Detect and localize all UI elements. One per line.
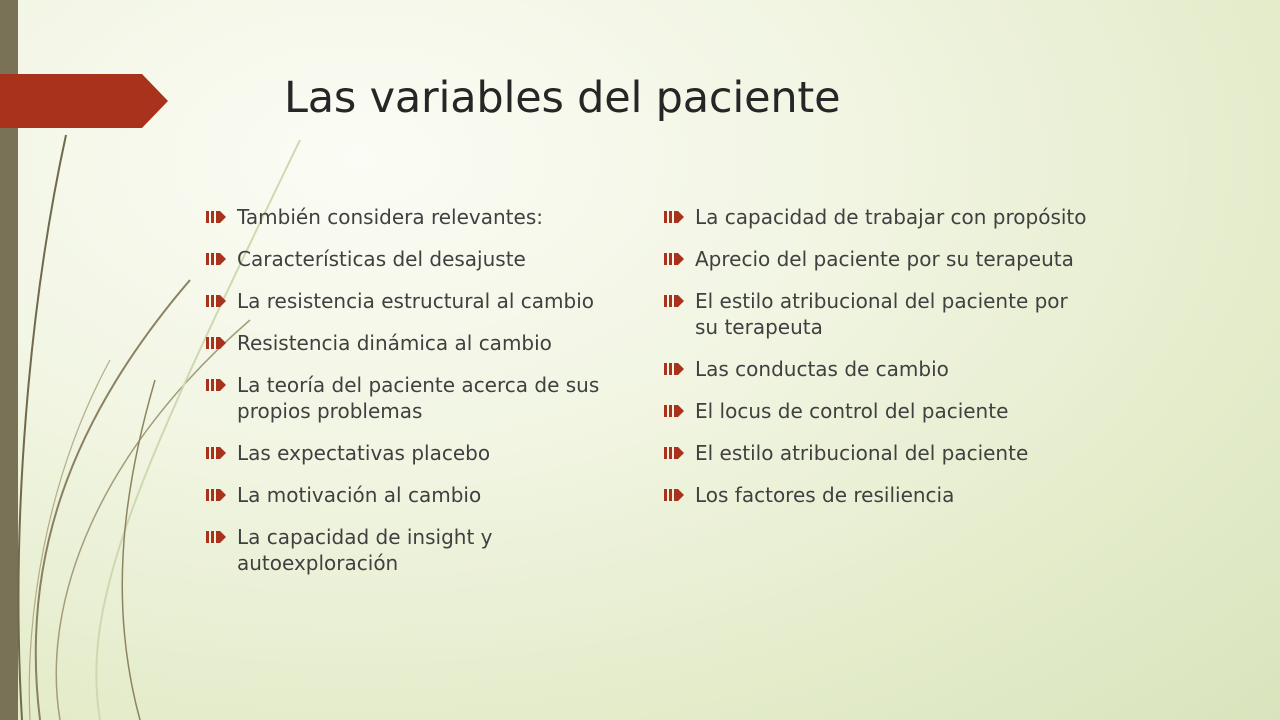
bullet-text: Las conductas de cambio (695, 357, 949, 381)
left-bullet-list (206, 204, 651, 592)
bullet-text: También considera relevantes: (237, 205, 543, 229)
bullet-item (664, 398, 1094, 424)
bullet-text: La resistencia estructural al cambio (237, 289, 594, 313)
bullet-text: El estilo atribucional del paciente por su terapeuta (695, 289, 1068, 339)
arrow-right-icon (664, 211, 684, 223)
bullet-item (206, 524, 651, 576)
bullet-text: El locus de control del paciente (695, 399, 1009, 423)
bullet-text: Aprecio del paciente por su terapeuta (695, 247, 1074, 271)
bullet-item (206, 440, 651, 466)
bullet-item (206, 246, 651, 272)
bullet-text: La teoría del paciente acerca de sus propios problemas (237, 373, 600, 423)
arrow-right-icon (664, 405, 684, 417)
arrow-right-icon (664, 447, 684, 459)
bullet-text: Características del desajuste (237, 247, 526, 271)
arrow-right-icon (206, 379, 226, 391)
bullet-item (206, 204, 651, 230)
arrow-right-icon (206, 531, 226, 543)
bullet-item (664, 356, 1094, 382)
arrow-right-icon (206, 211, 226, 223)
slide-title: Las variables del paciente (284, 73, 841, 123)
bullet-item (664, 204, 1094, 230)
bullet-item (664, 288, 1094, 340)
bullet-item (206, 330, 651, 356)
bullet-text: Resistencia dinámica al cambio (237, 331, 552, 355)
bullet-text: Las expectativas placebo (237, 441, 491, 465)
arrow-right-icon (206, 295, 226, 307)
arrow-right-icon (206, 447, 226, 459)
arrow-right-icon (206, 489, 226, 501)
arrow-right-icon (206, 337, 226, 349)
bullet-item (206, 372, 651, 424)
title-accent-arrow (0, 74, 170, 128)
arrow-right-icon (664, 363, 684, 375)
arrow-right-icon (664, 253, 684, 265)
bullet-text: Los factores de resiliencia (695, 483, 955, 507)
arrow-right-icon (664, 295, 684, 307)
bullet-item (206, 482, 651, 508)
bullet-item (664, 482, 1094, 508)
right-bullet-list (664, 204, 1094, 524)
bullet-text: El estilo atribucional del paciente (695, 441, 1029, 465)
bullet-text: La capacidad de trabajar con propósito (695, 205, 1087, 229)
bullet-item (206, 288, 651, 314)
bullet-item (664, 440, 1094, 466)
arrow-right-icon (664, 489, 684, 501)
bullet-item (664, 246, 1094, 272)
arrow-right-icon (206, 253, 226, 265)
bullet-text: La motivación al cambio (237, 483, 482, 507)
bullet-text: La capacidad de insight y autoexploración (237, 525, 493, 575)
